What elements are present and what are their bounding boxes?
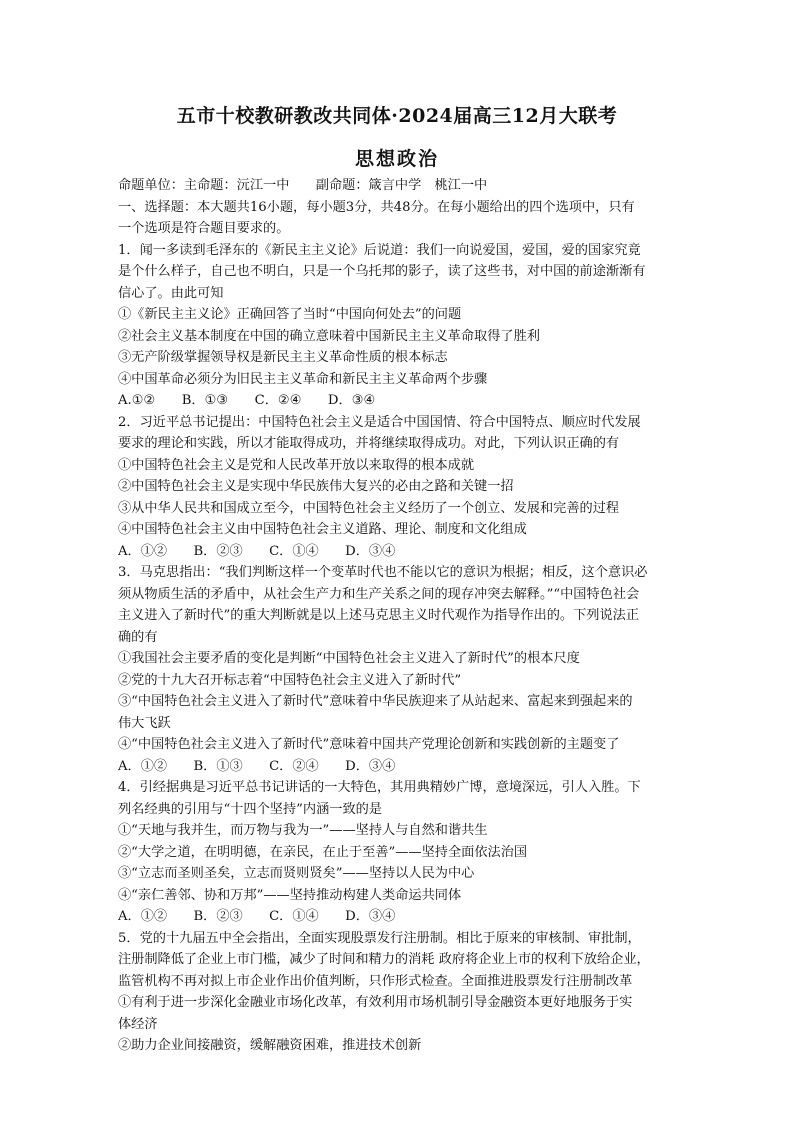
question-stem-line: 2．习近平总书记提出：中国特色社会主义是适合中国国情、符合中国特点、顺应时代发展: [118, 414, 641, 430]
option-1: ①“天地与我并生，而万物与我为一”——坚持人与自然和谐共生: [118, 823, 488, 838]
question-stem-line: 主义进入了新时代”的重大判断就是以上述马克思主义时代观作为指导作出的。下列说法正: [118, 608, 640, 623]
option-3: ③“中国特色社会主义进入了新时代”意味着中华民族迎来了从站起来、富起来到强起来的: [118, 694, 633, 709]
question-stem-line: 监管机构不再对拟上市企业作出价值判断，只作形式检查。全面推进股票发行注册制改革: [118, 973, 633, 989]
option-1: ①中国特色社会主义是党和人民改革开放以来取得的根本成就: [118, 457, 475, 473]
option-2: ②“大学之道，在明明德，在亲民，在止于至善”——坚持全面依法治国: [118, 844, 528, 860]
option-3: ③“立志而圣则圣矣，立志而贤则贤矣”——坚持以人民为中心: [118, 866, 475, 881]
option-3: ③从中华人民共和国成立至今，中国特色社会主义经历了一个创立、发展和完善的过程: [118, 500, 620, 516]
option-2: ②助力企业间接融资，缓解融资困难，推进技术创新: [118, 1038, 422, 1053]
exam-title: 五市十校教研教改共同体·2024届高三12月大联考: [176, 105, 618, 127]
question-stem-line: 信心了。由此可知: [118, 285, 224, 301]
option-3: ③无产阶级掌握领导权是新民主主义革命性质的根本标志: [118, 350, 448, 365]
question-stem-line: 1．闻一多读到毛泽东的《新民主主义论》后说道：我们一向说爱国，爱国，爱的国家究竟: [118, 242, 641, 258]
option-2: ②社会主义基本制度在中国的确立意味着中国新民主主义革命取得了胜利: [118, 328, 540, 344]
option-1-continued: 体经济: [118, 1016, 158, 1032]
option-2: ②党的十九大召开标志着“中国特色社会主义进入了新时代”: [118, 672, 462, 688]
answer-choices: A．①② B．①③ C．②④ D．③④: [118, 758, 396, 774]
option-4: ④中国革命必须分为旧民主主义革命和新民主主义革命两个步骤: [118, 371, 488, 387]
question-stem-line: 注册制降低了企业上市门槛，减少了时间和精力的消耗 政府将企业上市的权利下放给企业，: [118, 952, 650, 967]
question-stem-line: 须从物质生活的矛盾中，从社会生产力和生产关系之间的现存冲突去解释。”“中国特色社会: [118, 586, 640, 602]
answer-choices: A．①② B．②③ C．①④ D．③④: [118, 909, 396, 924]
question-stem-line: 确的有: [118, 629, 158, 645]
question-stem-line: 要求的理论和实践，所以才能取得成功，并将继续取得成功。对此，下列认识正确的有: [118, 436, 620, 451]
question-stem-line: 5．党的十九届五中全会指出，全面实现股票发行注册制。相比于原来的审核制、审批制，: [118, 930, 641, 946]
section-intro-line-2: 一个选项是符合题目要求的。: [118, 221, 290, 236]
option-4: ④“中国特色社会主义进入了新时代”意味着中国共产党理论创新和实践创新的主题变了: [118, 737, 620, 752]
question-5: [118, 928, 678, 1057]
option-1: ①有利于进一步深化金融业市场化改革，有效利用市场机制引导金融资本更好地服务于实: [118, 995, 633, 1010]
question-3: [118, 562, 678, 777]
exam-body: [118, 175, 678, 1057]
option-1: ①《新民主主义论》正确回答了当时“中国向何处去”的问题: [118, 307, 462, 322]
option-3-continued: 伟大飞跃: [118, 715, 171, 731]
option-4: ④中国特色社会主义由中国特色社会主义道路、理论、制度和文化组成: [118, 522, 527, 537]
answer-choices: A.①② B．①③ C．②④ D．③④: [118, 393, 376, 408]
answer-choices: A．①② B．②③ C．①④ D．③④: [118, 543, 396, 559]
question-stem-line: 是个什么样子，自己也不明白，只是一个乌托邦的影子，读了这些书，对中国的前途渐渐有: [118, 264, 646, 279]
question-2: [118, 412, 678, 563]
question-stem-line: 4．引经据典是习近平总书记讲话的一大特色，其用典精妙广博，意境深远，引人入胜。下: [118, 780, 641, 795]
section-intro-line-1: 一、选择题：本大题共16小题，每小题3分，共48分。在每小题给出的四个选项中，只有: [118, 199, 635, 215]
option-4: ④“亲仁善邻、协和万邦”——坚持推动构建人类命运共同体: [118, 887, 462, 903]
option-1: ①我国社会主要矛盾的变化是判断“中国特色社会主义进入了新时代”的根本尺度: [118, 651, 580, 666]
question-stem-line: 列名经典的引用与“十四个坚持”内涵一致的是: [118, 801, 383, 817]
question-stem-line: 3．马克思指出：“我们判断这样一个变革时代也不能以它的意识为根据；相反，这个意识必: [118, 565, 648, 580]
question-4: [118, 777, 678, 928]
option-2: ②中国特色社会主义是实现中华民族伟大复兴的必由之路和关键一招: [118, 479, 514, 494]
question-1: [118, 240, 678, 412]
subject-title: 思想政治: [354, 148, 439, 170]
authors-line: 命题单位：主命题：沅江一中 副命题：箴言中学 桃江一中: [118, 178, 488, 193]
